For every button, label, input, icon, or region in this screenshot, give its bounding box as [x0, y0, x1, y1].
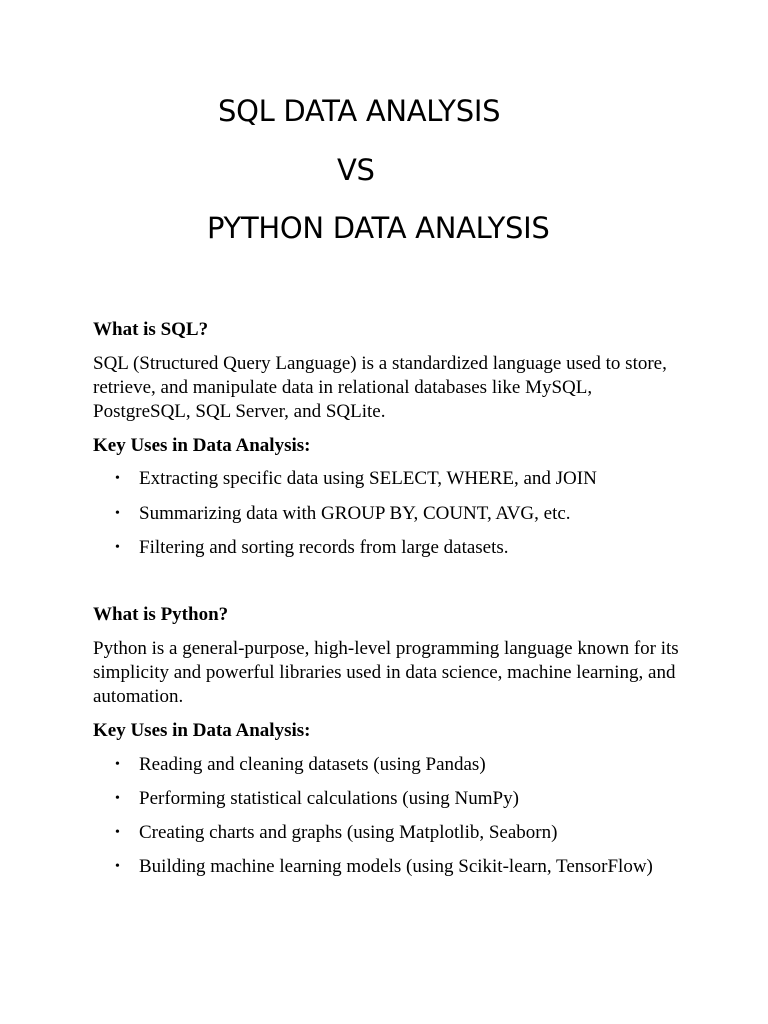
bullet-icon: • [115, 859, 120, 874]
bullet-icon: • [115, 825, 120, 840]
list-item [93, 536, 683, 560]
bullet-icon: • [115, 471, 120, 486]
bullet-icon: • [115, 540, 120, 555]
list-item [93, 855, 683, 879]
list-item [93, 502, 683, 526]
list-item-text: Performing statistical calculations (using NumPy) [139, 788, 519, 809]
bullet-icon: • [115, 757, 120, 772]
bullet-icon: • [115, 505, 120, 521]
list-item-text: Summarizing data with GROUP BY, COUNT, AVG, etc. [139, 502, 571, 524]
title-line-1: SQL DATA ANALYSIS [218, 94, 501, 128]
sql-heading: What is SQL? [93, 319, 209, 340]
list-item [93, 753, 683, 777]
sql-uses-list [93, 467, 683, 571]
sql-uses-heading: Key Uses in Data Analysis: [93, 435, 311, 456]
list-item [93, 821, 683, 845]
list-item [93, 787, 683, 811]
list-item-text: Building machine learning models (using Scikit-learn, TensorFlow) [139, 856, 653, 877]
list-item [93, 467, 683, 491]
list-item-text: Filtering and sorting records from large datasets. [139, 537, 509, 558]
list-item-text: Creating charts and graphs (using Matplotlib, Seaborn) [139, 822, 558, 843]
bullet-icon: • [115, 791, 120, 806]
python-heading: What is Python? [93, 604, 229, 625]
list-item-text: Reading and cleaning datasets (using Pandas) [139, 754, 486, 775]
python-uses-heading: Key Uses in Data Analysis: [93, 720, 311, 741]
python-uses-list [93, 753, 683, 889]
list-item-text: Extracting specific data using SELECT, WHERE, and JOIN [139, 468, 597, 489]
title-line-3: PYTHON DATA ANALYSIS [207, 211, 550, 245]
title-line-2: VS [337, 153, 375, 187]
sql-paragraph: SQL (Structured Query Language) is a standardized language used to store, retrieve, and manipulate data in relational databases like MySQL, PostgreSQL, SQL Server, and SQLite. [93, 353, 667, 422]
python-paragraph: Python is a general-purpose, high-level programming language known for its simplicity and powerful libraries used in data science, machine learning, and automation. [93, 638, 679, 707]
